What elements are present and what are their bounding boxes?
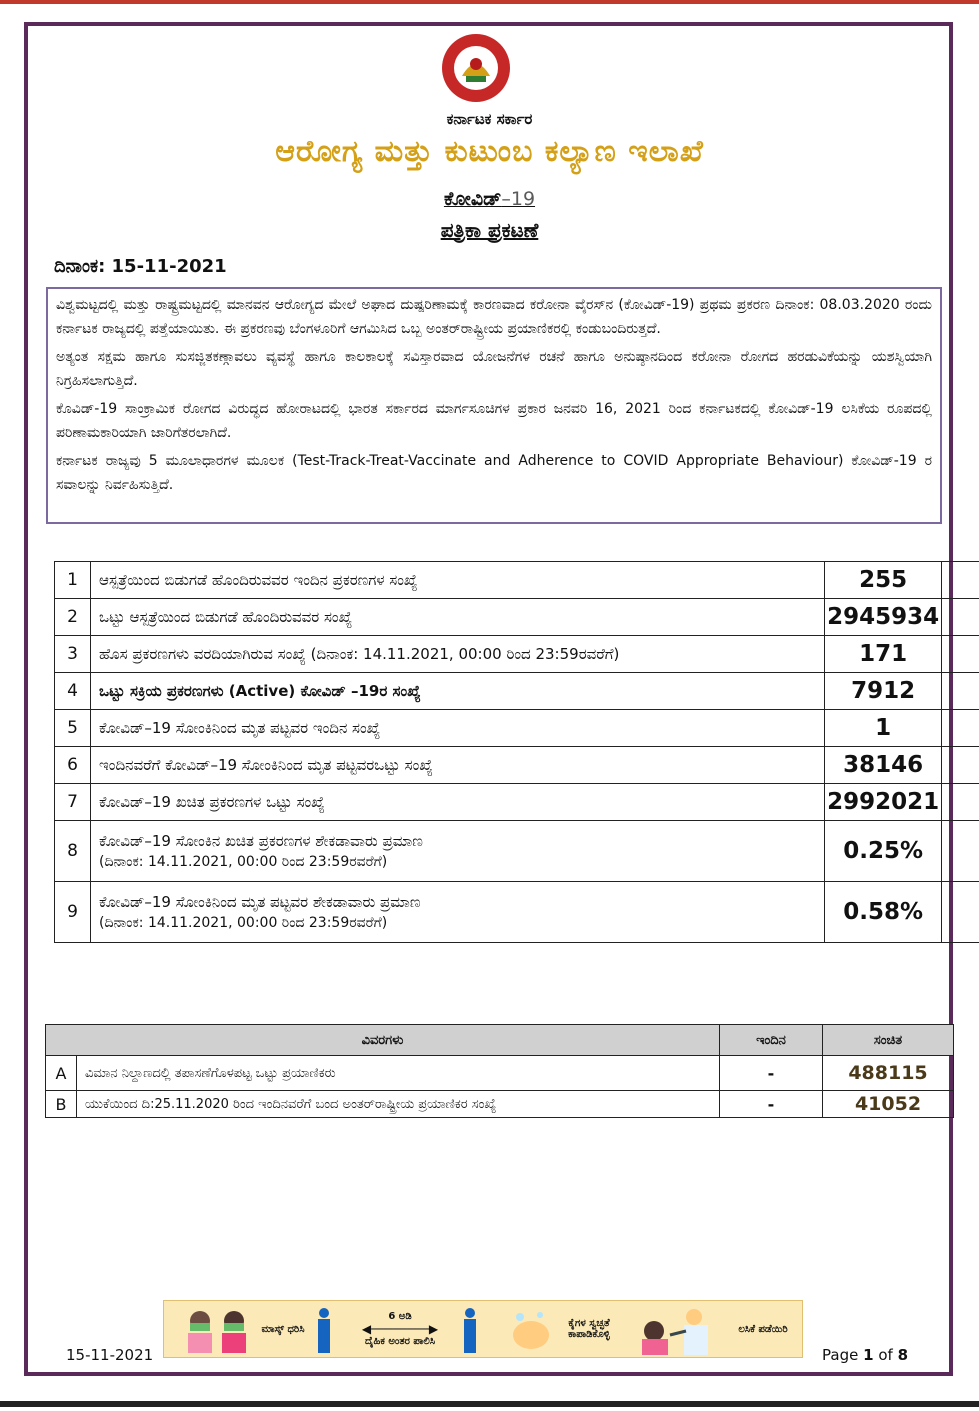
page-word: Page (822, 1346, 859, 1364)
covid-prefix: ಕೋವಿಡ್ (443, 188, 502, 210)
stats-row-label: ಒಟ್ಟು ಸಕ್ರಿಯ ಪ್ರಕರಣಗಳು (Active) ಕೋವಿಡ್ –19ರ ಸಂಖ್ಯೆ (99, 682, 421, 700)
distance-top-label: 6 ಅಡಿ (388, 1311, 412, 1322)
stats-row-label: ಆಸ್ಪತ್ರೆಯಿಂದ ಬಿಡುಗಡೆ ಹೊಂದಿರುವವರ ಇಂದಿನ ಪ್ರಕರಣಗಳ ಸಂಖ್ಯೆ (99, 571, 418, 589)
intro-paragraph-2: ಅತ್ಯಂತ ಸಕ್ಷಮ ಹಾಗೂ ಸುಸಜ್ಜಿತಕಣ್ಗಾವಲು ವ್ಯವಸ್ಥೆ ಹಾಗೂ ಕಾಲಕಾಲಕ್ಕೆ ಸವಿಸ್ತಾರವಾದ ಯೋಜನೆಗಳ ರಚನೆ ಹಾಗೂ ಅನುಷ್ಠಾನದಿಂದ ಕರೋನಾ ರೋಗದ ಹರಡುವಿಕೆಯನ್ನು ಯಶಸ್ವಿಯಾಗಿ ನಿಗ್ರಹಿಸಲಾಗುತ್ತಿದೆ. (56, 349, 932, 389)
stats-row-label: ಕೋವಿಡ್–19 ಸೋಂಕಿನಿಂದ ಮೃತ ಪಟ್ಟವರ ಶೇಕಡಾವಾರು ಪ್ರಮಾಣ (99, 893, 421, 911)
travel-row (46, 1091, 954, 1118)
mask-label: ಮಾಸ್ಕ್ ಧರಿಸಿ (261, 1323, 305, 1335)
distance-text: ದೈಹಿಕ ಅಂತರ ಪಾಲಿಸಿ (364, 1336, 436, 1347)
release-date: ದಿನಾಂಕ: 15-11-2021 (54, 256, 227, 277)
stats-row-spacer (941, 673, 979, 710)
travel-row-id: B (46, 1091, 77, 1118)
travel-header-today: ಇಂದಿನ (720, 1025, 823, 1056)
intro-paragraph-1: ವಿಶ್ವಮಟ್ಟದಲ್ಲಿ ಮತ್ತು ರಾಷ್ಟ್ರಮಟ್ಟದಲ್ಲಿ ಮಾನವನ ಆರೋಗ್ಯದ ಮೇಲೆ ಅಘಾದ ದುಷ್ಪರಿಣಾಮಕ್ಕೆ ಕಾರಣವಾದ ಕರೋನಾ ವೈರಸ್‌ನ (ಕೋವಿಡ್-19) ಪ್ರಥಮ ಪ್ರಕರಣ ದಿನಾಂಕ: 08.03.2020 ರಂದು ಕರ್ನಾಟಕ ರಾಜ್ಯದಲ್ಲಿ ಪತ್ತೆಯಾಯಿತು. ಈ ಪ್ರಕರಣವು ಬೆಂಗಳೂರಿಗೆ ಆಗಮಿಸಿದ ಒಬ್ಬ ಅಂತರ್‌ರಾಷ್ಟ್ರೀಯ ಪ್ರಯಾಣಿಕರಲ್ಲಿ ಕಂಡುಬಂದಿರುತ್ತದೆ. (56, 297, 932, 337)
stats-row-value: 2992021 (825, 784, 941, 821)
stats-row (55, 821, 979, 882)
stats-row-value: 2945934 (825, 599, 941, 636)
stats-row-spacer (941, 599, 979, 636)
stats-row-label: ಕೋವಿಡ್–19 ಖಚಿತ ಪ್ರಕರಣಗಳ ಒಟ್ಟು ಸಂಖ್ಯೆ (99, 793, 325, 811)
stats-row-value: 0.58% (825, 882, 941, 943)
stats-row-spacer (941, 821, 979, 882)
stats-row-label: ಹೊಸ ಪ್ರಕರಣಗಳು ವರದಿಯಾಗಿರುವ ಸಂಖ್ಯೆ (ದಿನಾಂಕ: 14.11.2021, 00:00 ರಿಂದ 23:59ರವರೆಗೆ) (99, 645, 620, 663)
covid-behaviour-banner (163, 1300, 803, 1358)
handwash-icon (508, 1307, 554, 1353)
stats-row-value: 255 (825, 562, 941, 599)
handwash-label: ಕೈಗಳ ಸ್ವಚ್ಛತೆ ಕಾಪಾಡಿಕೊಳ್ಳಿ (568, 1318, 610, 1340)
stats-row (55, 710, 979, 747)
stats-row-value: 171 (825, 636, 941, 673)
stats-row-label: ಒಟ್ಟು ಆಸ್ಪತ್ರೆಯಿಂದ ಬಿಡುಗಡೆ ಹೊಂದಿರುವವರ ಸಂಖ್ಯೆ (99, 608, 353, 626)
stats-row-label: ಕೋವಿಡ್–19 ಸೋಂಕಿನಿಂದ ಮೃತ ಪಟ್ಟವರ ಇಂದಿನ ಸಂಖ್ಯೆ (99, 719, 381, 737)
person-left-icon (314, 1307, 334, 1353)
vaccination-icon (634, 1305, 726, 1355)
page-current: 1 (863, 1346, 874, 1364)
stats-row (55, 562, 979, 599)
stats-row-value: 7912 (825, 673, 941, 710)
travel-row-id: A (46, 1056, 77, 1091)
page-total: 8 (897, 1346, 909, 1364)
travel-row-desc: ವಿಮಾನ ನಿಲ್ದಾಣದಲ್ಲಿ ತಪಾಸಣೆಗೊಳಪಟ್ಟ ಒಟ್ಟು ಪ್ರಯಾಣಿಕರು (77, 1056, 720, 1091)
stats-row-description (91, 784, 825, 821)
stats-row-label: ಕೋವಿಡ್–19 ಸೋಂಕಿನ ಖಚಿತ ಪ್ರಕರಣಗಳ ಶೇಕಡಾವಾರು ಪ್ರಮಾಣ (99, 832, 423, 850)
stats-row-number: 3 (55, 636, 91, 673)
stats-row-spacer (941, 784, 979, 821)
press-release-title: ಪತ್ರಿಕಾ ಪ್ರಕಟಣೆ (440, 218, 539, 242)
government-name: ಕರ್ನಾಟಕ ಸರ್ಕಾರ (446, 110, 533, 128)
intro-paragraph-4: ಕರ್ನಾಟಕ ರಾಜ್ಯವು 5 ಮೂಲಾಧಾರಗಳ ಮೂಲಕ (Test-Track-Treat-Vaccinate and Adherence to COVID Appropriate Behaviour) ಕೋವಿಡ್-19 ರ ಸವಾಲನ್ನು ನಿರ್ವಹಿಸುತ್ತಿದೆ. (56, 453, 932, 493)
stats-row (55, 599, 979, 636)
stats-row-number: 2 (55, 599, 91, 636)
person-right-icon (460, 1307, 480, 1353)
stats-row-number: 1 (55, 562, 91, 599)
stats-table (54, 561, 979, 943)
department-title: ಆರೋಗ್ಯ ಮತ್ತು ಕುಟುಂಬ ಕಲ್ಯಾಣ ಇಲಾಖೆ (275, 134, 704, 169)
stats-row (55, 747, 979, 784)
mask-people-icon (178, 1307, 258, 1353)
travel-table (45, 1024, 954, 1118)
stats-row-value: 1 (825, 710, 941, 747)
stats-row-description (91, 821, 825, 882)
karnataka-emblem-icon (428, 32, 524, 104)
travel-header-cumulative: ಸಂಚಿತ (823, 1025, 954, 1056)
stats-row-description (91, 747, 825, 784)
stats-row-value: 38146 (825, 747, 941, 784)
top-rule (0, 0, 979, 4)
travel-row-total: 41052 (823, 1091, 954, 1118)
stats-row-spacer (941, 562, 979, 599)
stats-row (55, 882, 979, 943)
vaccine-label: ಲಸಿಕೆ ಪಡೆಯಿರಿ (738, 1323, 788, 1335)
stats-row-date-range: (ದಿನಾಂಕ: 14.11.2021, 00:00 ರಿಂದ 23:59ರವರೆಗೆ) (99, 915, 388, 931)
covid-title (0, 188, 979, 210)
stats-row-spacer (941, 636, 979, 673)
intro-box (46, 287, 942, 524)
stats-row-description (91, 673, 825, 710)
stats-row-label: ಇಂದಿನವರೆಗೆ ಕೋವಿಡ್–19 ಸೋಂಕಿನಿಂದ ಮೃತ ಪಟ್ಟವರಒಟ್ಟು ಸಂಖ್ಯೆ (99, 756, 433, 774)
stats-row-number: 6 (55, 747, 91, 784)
intro-paragraph-3: ಕೊವಿಡ್-19 ಸಾಂಕ್ರಾಮಿಕ ರೋಗದ ವಿರುದ್ಧದ ಹೋರಾಟದಲ್ಲಿ ಭಾರತ ಸರ್ಕಾರದ ಮಾರ್ಗಸೂಚಿಗಳ ಪ್ರಕಾರ ಜನವರಿ 16, 2021 ರಿಂದ ಕರ್ನಾಟಕದಲ್ಲಿ ಕೋವಿಡ್-19 ಲಸಿಕೆಯ ರೂಪದಲ್ಲಿ ಪರಿಣಾಮಕಾರಿಯಾಗಿ ಜಾರಿಗೆತರಲಾಗಿದೆ. (56, 401, 932, 441)
stats-row (55, 784, 979, 821)
stats-row-number: 9 (55, 882, 91, 943)
stats-row-spacer (941, 710, 979, 747)
travel-row-desc: ಯುಕೆಯಿಂದ ದಿ:25.11.2020 ರಿಂದ ಇಂದಿನವರೆಗೆ ಬಂದ ಅಂತರ್‌ರಾಷ್ಟ್ರೀಯ ಪ್ರಯಾಣಿಕರ ಸಂಖ್ಯೆ (77, 1091, 720, 1118)
stats-row-description (91, 636, 825, 673)
stats-row-description (91, 882, 825, 943)
stats-row-description (91, 599, 825, 636)
stats-row-description (91, 710, 825, 747)
stats-row-number: 8 (55, 821, 91, 882)
stats-row-description (91, 562, 825, 599)
stats-row-date-range: (ದಿನಾಂಕ: 14.11.2021, 00:00 ರಿಂದ 23:59ರವರೆಗೆ) (99, 854, 388, 870)
bottom-rule (0, 1401, 979, 1407)
footer-date: 15-11-2021 (66, 1346, 154, 1364)
stats-row (55, 636, 979, 673)
stats-row-number: 5 (55, 710, 91, 747)
page-number (822, 1346, 908, 1364)
travel-row-total: 488115 (823, 1056, 954, 1091)
page-of: of (878, 1346, 893, 1364)
travel-header-details: ವಿವರಗಳು (46, 1025, 720, 1056)
stats-row (55, 673, 979, 710)
distance-arrow-icon: ◀────────▶ (361, 1322, 439, 1336)
covid-number: –19 (501, 188, 536, 210)
stats-row-number: 7 (55, 784, 91, 821)
travel-row-today: - (720, 1091, 823, 1118)
stats-row-number: 4 (55, 673, 91, 710)
stats-row-spacer (941, 882, 979, 943)
travel-row-today: - (720, 1056, 823, 1091)
distance-label (340, 1301, 460, 1357)
stats-row-value: 0.25% (825, 821, 941, 882)
travel-header-row (46, 1025, 954, 1056)
travel-row (46, 1056, 954, 1091)
stats-row-spacer (941, 747, 979, 784)
